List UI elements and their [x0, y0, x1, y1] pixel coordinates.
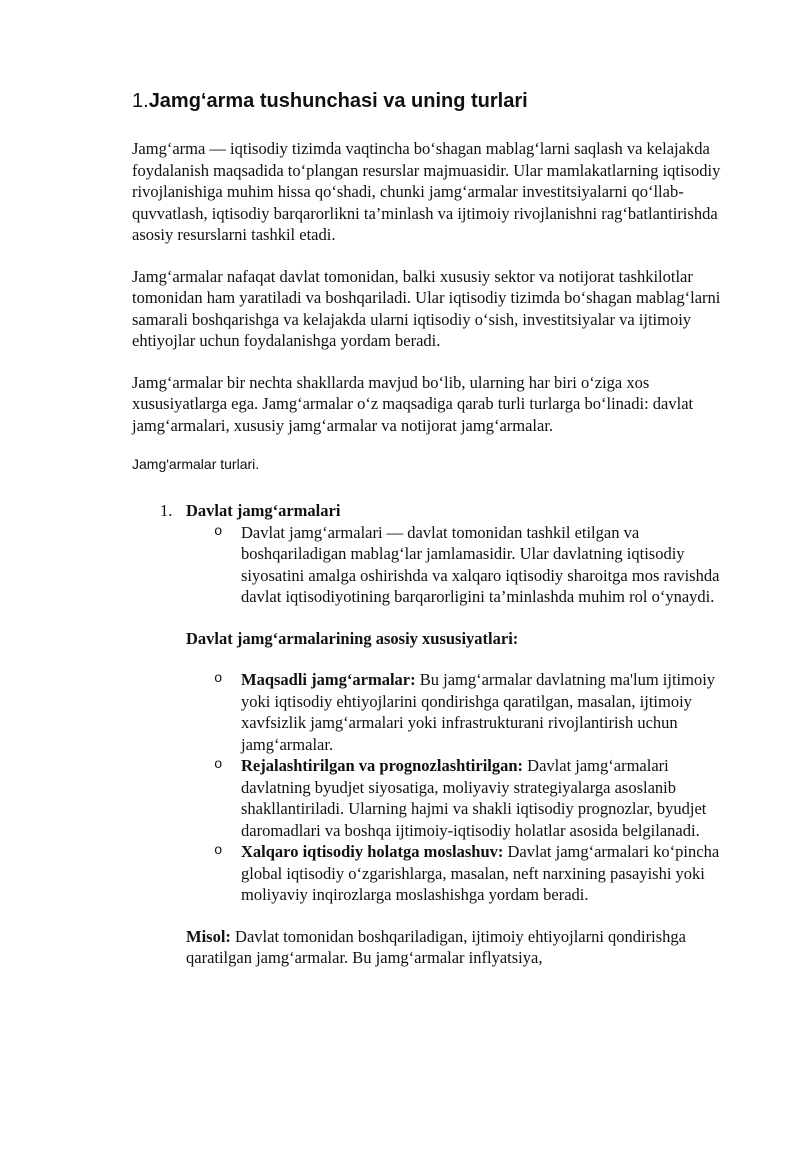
heading-number: 1. [132, 90, 149, 112]
features-title: Davlat jamg‘armalarining asosiy xususiyatlari: [186, 628, 519, 648]
feature-text: Davlat jamg‘armalari davlatning byudjet siyosatiga, moliyaviy strategiyalarga asoslanib shakllantiriladi. Ularning hajmi va shakli iqtisodiy prognozlar, byudjet daromadlari va boshqa ijtimoiy-iqtisodiy holatlar asosida belgilanadi. [241, 756, 707, 840]
state-funds-section [132, 500, 732, 969]
feature-term: Rejalashtirilgan va prognozlashtirilgan: [241, 756, 524, 775]
paragraph-creators: Jamg‘armalar nafaqat davlat tomonidan, balki xususiy sektor va notijorat tashkilotlar tomonidan ham yaratiladi va boshqariladi. Ular iqtisodiy tizimda bo‘shagan mablag‘larni samarali boshqarishga va kelajakda ularni iqtisodiy o‘sish, investitsiyalar va ijtimoiy ehtiyojlar uchun foydalanishga yordam beradi. [132, 266, 721, 350]
heading-title: Jamg‘arma tushunchasi va uning turlari [148, 90, 528, 112]
feature-text: Davlat jamg‘armalari ko‘pincha global iqtisodiy o‘zgarishlarga, masalan, neft narxining pasayishi yoki moliyaviy inqirozlarga moslashishga yordam beradi. [241, 842, 720, 904]
item-number: 1. [160, 501, 173, 520]
intro-text: Davlat jamg‘armalari — davlat tomonidan tashkil etilgan va boshqariladigan mablag‘lar jamlamasidir. Ular davlatning iqtisodiy siyosatini amalga oshirishda va xalqaro iqtisodiy sharoitga mos ravishda davlat iqtisodiyotining barqarorligini ta’minlashda muhim rol o‘ynaydi. [241, 522, 720, 606]
feature-item [214, 669, 732, 755]
bullet-item [214, 522, 732, 608]
feature-term: Xalqaro iqtisodiy holatga moslashuv: [241, 842, 504, 861]
bullet-marker: o [214, 843, 223, 859]
section-heading [132, 88, 732, 114]
paragraph-definition: Jamg‘arma — iqtisodiy tizimda vaqtincha bo‘shagan mablag‘larni saqlash va kelajakda foydalanish maqsadida to‘plangan resurslar majmuasidir. Ular mamlakatlarning iqtisodiy rivojlanishiga muhim hissa qo‘shadi, chunki jamg‘armalar investitsiyalarni qo‘llab-quvvatlash, iqtisodiy barqarorlikni ta’minlash va ijtimoiy rivojlanishni rag‘batlantirishda asosiy resurslarni tashkil etadi. [132, 139, 721, 244]
item-title: Davlat jamg‘armalari [186, 501, 341, 520]
bullet-marker: o [214, 757, 223, 773]
bullet-marker: o [214, 671, 223, 687]
paragraph-forms: Jamg‘armalar bir nechta shakllarda mavjud bo‘lib, ularning har biri o‘ziga xos xususiyatlarga ega. Jamg‘armalar o‘z maqsadiga qarab turli turlarga bo‘linadi: davlat jamg‘armalari, xususiy jamg‘armalar va notijorat jamg‘armalar. [132, 372, 694, 435]
features-list [132, 669, 732, 906]
feature-item [214, 841, 732, 906]
feature-text: Bu jamg‘armalar davlatning ma'lum ijtimoiy yoki iqtisodiy ehtiyojlarini qondirishga qaratilgan, masalan, ijtimoiy xavfsizlik jamg‘armalari yoki infrastrukturani rivojlantirish uchun jamg‘armalar. [241, 670, 716, 754]
feature-item [214, 755, 732, 841]
feature-term: Maqsadli jamg‘armalar: [241, 670, 416, 689]
example-text: Davlat tomonidan boshqariladigan, ijtimoiy ehtiyojlarni qondirishga qaratilgan jamg‘armalar. Bu jamg‘armalar inflyatsiya, [186, 926, 686, 967]
example-label: Misol: [186, 926, 231, 946]
numbered-item [160, 500, 732, 522]
example-paragraph [186, 926, 732, 969]
bullet-marker: o [214, 523, 223, 540]
types-subheading: Jamg'armalar turlari. [132, 456, 260, 472]
document-page [132, 88, 732, 969]
